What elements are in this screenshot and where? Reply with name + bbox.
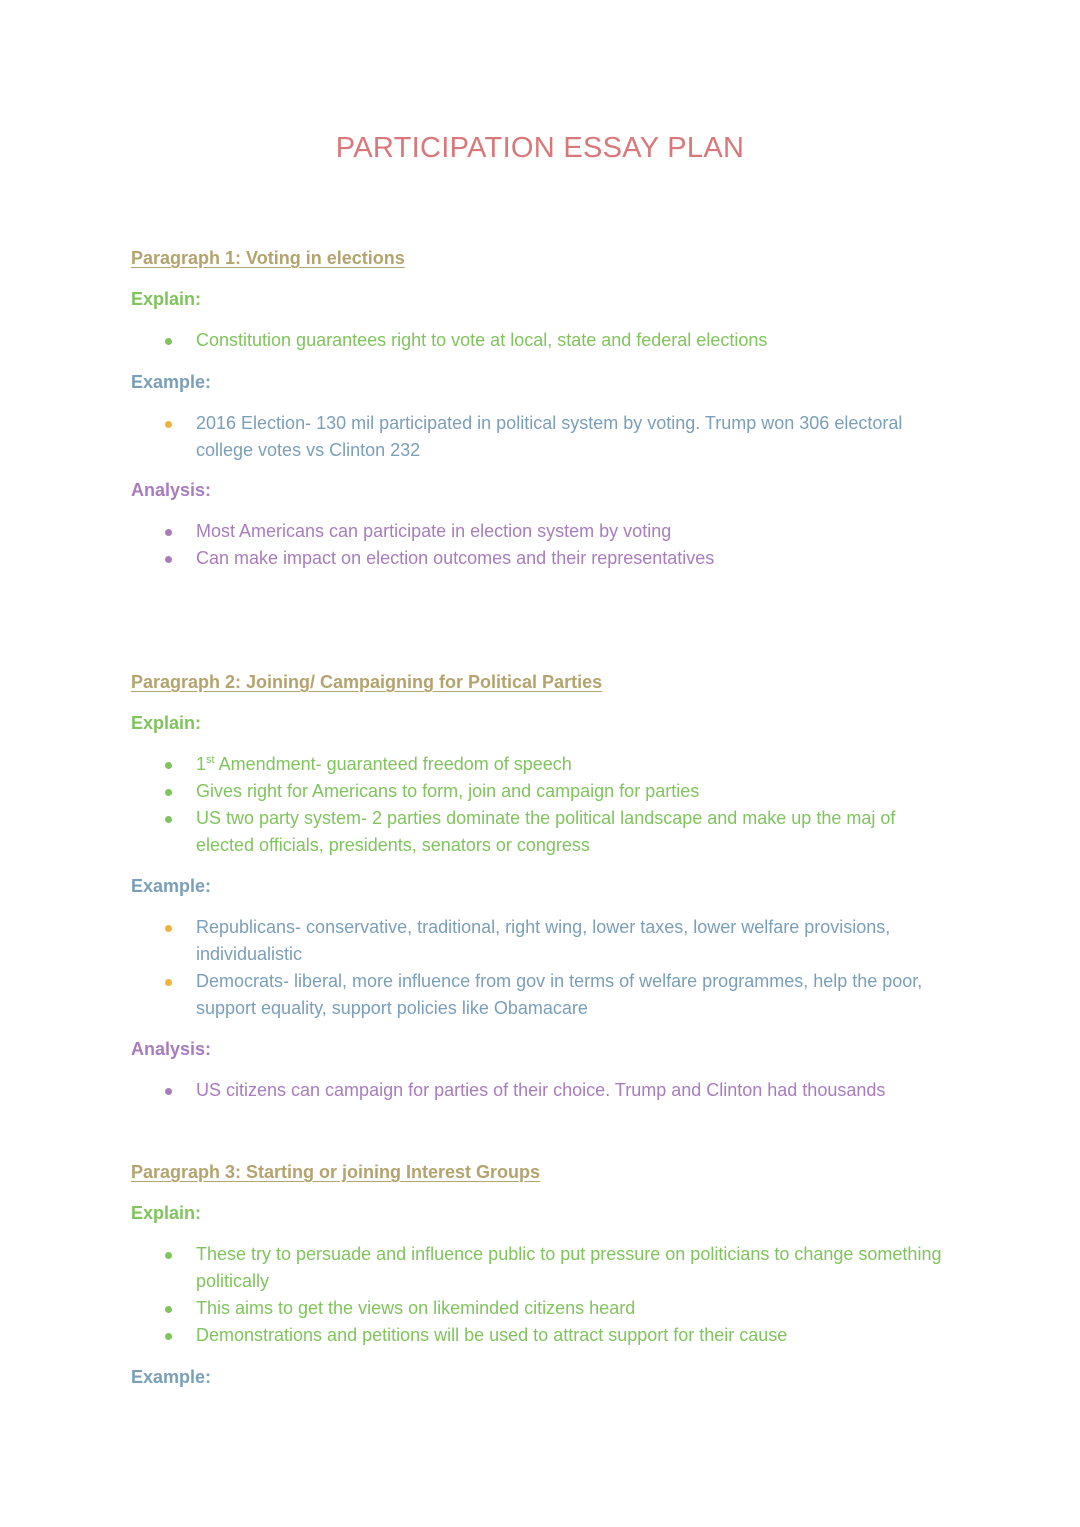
paragraph-3-heading: Paragraph 3: Starting or joining Interest Groups: [131, 1162, 541, 1182]
paragraph-1-explain-label: Explain:: [131, 289, 202, 309]
bullet-icon: [165, 816, 172, 823]
bullet-icon: [165, 1252, 172, 1259]
paragraph-2-explain-label: Explain:: [131, 713, 202, 733]
paragraph-2-analysis-item: US citizens can campaign for parties of their choice. Trump and Clinton had thousands: [196, 1077, 956, 1104]
paragraph-2-example-label: Example:: [131, 876, 212, 896]
bullet-icon: [165, 556, 172, 563]
document-title: PARTICIPATION ESSAY PLAN: [335, 132, 745, 164]
paragraph-1-analysis-item: Most Americans can participate in election system by voting: [196, 518, 956, 545]
paragraph-2-heading: Paragraph 2: Joining/ Campaigning for Political Parties: [131, 672, 603, 692]
bullet-icon: [165, 762, 172, 769]
bullet-icon: [165, 979, 172, 986]
paragraph-2-example-item: Democrats- liberal, more influence from gov in terms of welfare programmes, help the poor, support equality, support policies like Obamacare: [196, 968, 956, 1022]
paragraph-2-analysis-label: Analysis:: [131, 1039, 212, 1059]
bullet-icon: [165, 1088, 172, 1095]
paragraph-1-explain-item: Constitution guarantees right to vote at local, state and federal elections: [196, 327, 956, 354]
paragraph-3-explain-label: Explain:: [131, 1203, 202, 1223]
paragraph-1-example-label: Example:: [131, 372, 212, 392]
bullet-icon: [165, 338, 172, 345]
paragraph-1-analysis-label: Analysis:: [131, 480, 212, 500]
paragraph-3-explain-item: These try to persuade and influence public to put pressure on politicians to change something politically: [196, 1241, 956, 1295]
bullet-icon: [165, 1306, 172, 1313]
paragraph-1-example-item: 2016 Election- 130 mil participated in political system by voting. Trump won 306 electoral college votes vs Clinton 232: [196, 410, 956, 464]
bullet-icon: [165, 925, 172, 932]
paragraph-3-explain-item: Demonstrations and petitions will be used to attract support for their cause: [196, 1322, 956, 1349]
paragraph-3-example-label: Example:: [131, 1367, 212, 1387]
paragraph-3-explain-item: This aims to get the views on likeminded citizens heard: [196, 1295, 956, 1322]
paragraph-1-heading: Paragraph 1: Voting in elections: [131, 248, 405, 268]
paragraph-2-example-item: Republicans- conservative, traditional, right wing, lower taxes, lower welfare provisions, individualistic: [196, 914, 956, 968]
bullet-icon: [165, 421, 172, 428]
paragraph-2-explain-item: Gives right for Americans to form, join and campaign for parties: [196, 778, 956, 805]
paragraph-1-analysis-item: Can make impact on election outcomes and their representatives: [196, 545, 956, 572]
bullet-icon: [165, 1333, 172, 1340]
paragraph-2-explain-item: 1st Amendment- guaranteed freedom of speech: [196, 751, 956, 778]
bullet-icon: [165, 789, 172, 796]
paragraph-2-explain-item: US two party system- 2 parties dominate the political landscape and make up the maj of elected officials, presidents, senators or congress: [196, 805, 956, 859]
bullet-icon: [165, 529, 172, 536]
